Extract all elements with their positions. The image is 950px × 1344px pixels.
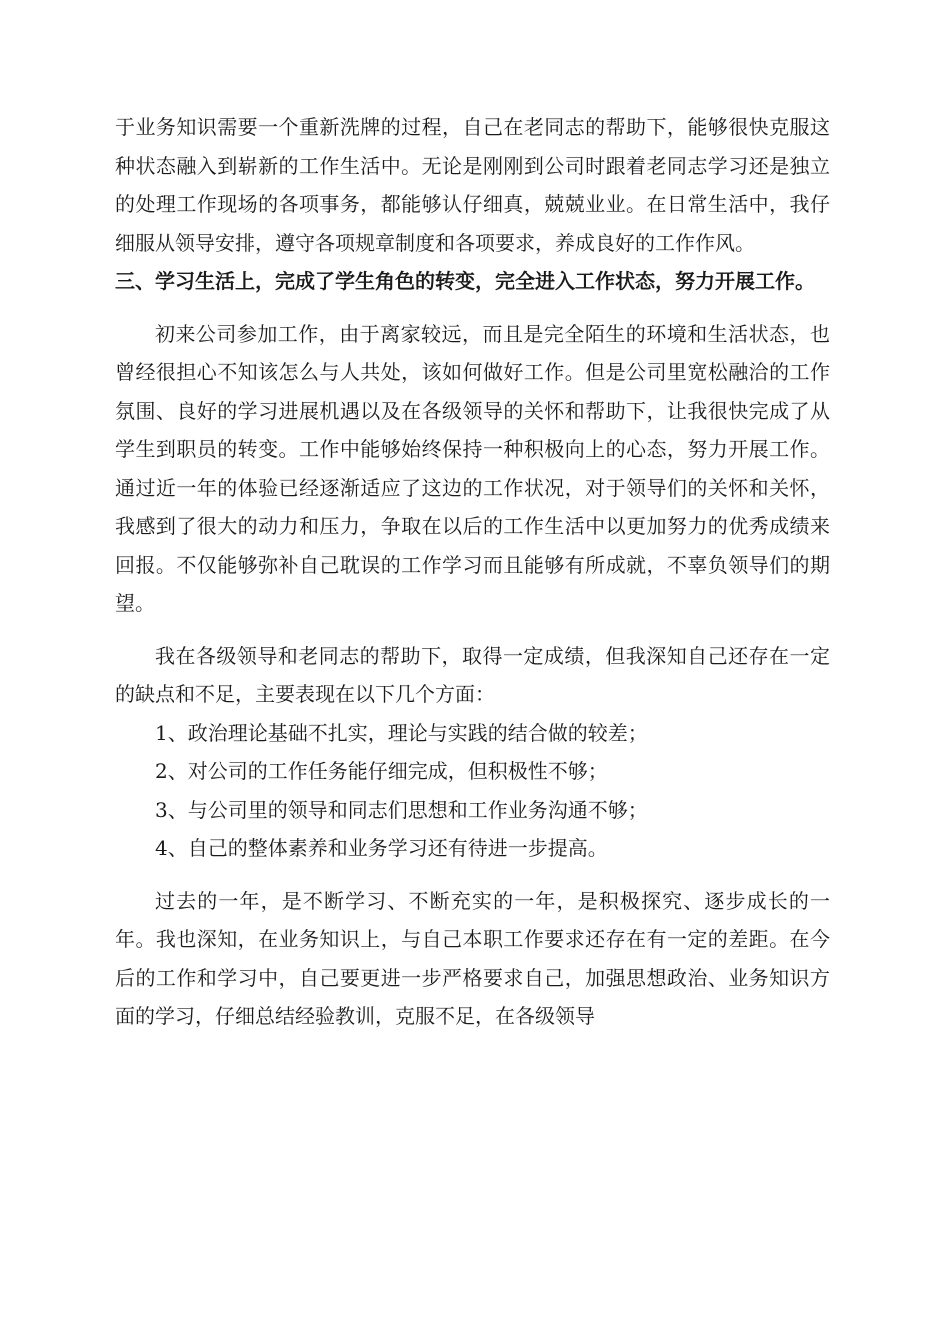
paragraph-role-transition: 初来公司参加工作，由于离家较远，而且是完全陌生的环境和生活状态，也曾经很担心不知该怎么与人共处，该如何做好工作。但是公司里宽松融洽的工作氛围、良好的学习进展机遇以及在各级领导的关怀和帮助下，让我很快完成了从学生到职员的转变。工作中能够始终保持一种积极向上的心态，努力开展工作。通过近一年的体验已经逐渐适应了这边的工作状况，对于领导们的关怀和关怀，我感到了很大的动力和压力，争取在以后的工作生活中以更加努力的优秀成绩来回报。不仅能够弥补自己耽误的工作学习而且能够有所成就，不辜负领导们的期望。: [115, 321, 830, 615]
paragraph-shortcomings-intro: 我在各级领导和老同志的帮助下，取得一定成绩，但我深知自己还存在一定的缺点和不足，主要表现在以下几个方面：: [115, 643, 830, 706]
paragraph-work-attitude: 于业务知识需要一个重新洗牌的过程，自己在老同志的帮助下，能够很快克服这种状态融入到崭新的工作生活中。无论是刚刚到公司时跟着老同志学习还是独立的处理工作现场的各项事务，都能够认仔细真，兢兢业业。在日常生活中，我仔细服从领导安排，遵守各项规章制度和各项要求，养成良好的工作作风。: [115, 115, 830, 255]
list-item-shortcoming-3: 3、与公司里的领导和同志们思想和工作业务沟通不够；: [155, 797, 648, 822]
section-heading-3: 三、学习生活上，完成了学生角色的转变，完全进入工作状态，努力开展工作。: [115, 269, 815, 293]
list-item-shortcoming-1: 1、政治理论基础不扎实，理论与实践的结合做的较差；: [155, 720, 648, 745]
list-item-shortcoming-2: 2、对公司的工作任务能仔细完成，但积极性不够；: [155, 759, 608, 783]
document-page: [115, 108, 830, 1036]
paragraph-summary-outlook: 过去的一年，是不断学习、不断充实的一年，是积极探究、逐步成长的一年。我也深知，在业务知识上，与自己本职工作要求还存在有一定的差距。在今后的工作和学习中，自己要更进一步严格要求自己，加强思想政治、业务知识方面的学习，仔细总结经验教训，克服不足，在各级领导: [115, 888, 830, 1028]
list-item-shortcoming-4: 4、自己的整体素养和业务学习还有待进一步提高。: [155, 836, 608, 860]
